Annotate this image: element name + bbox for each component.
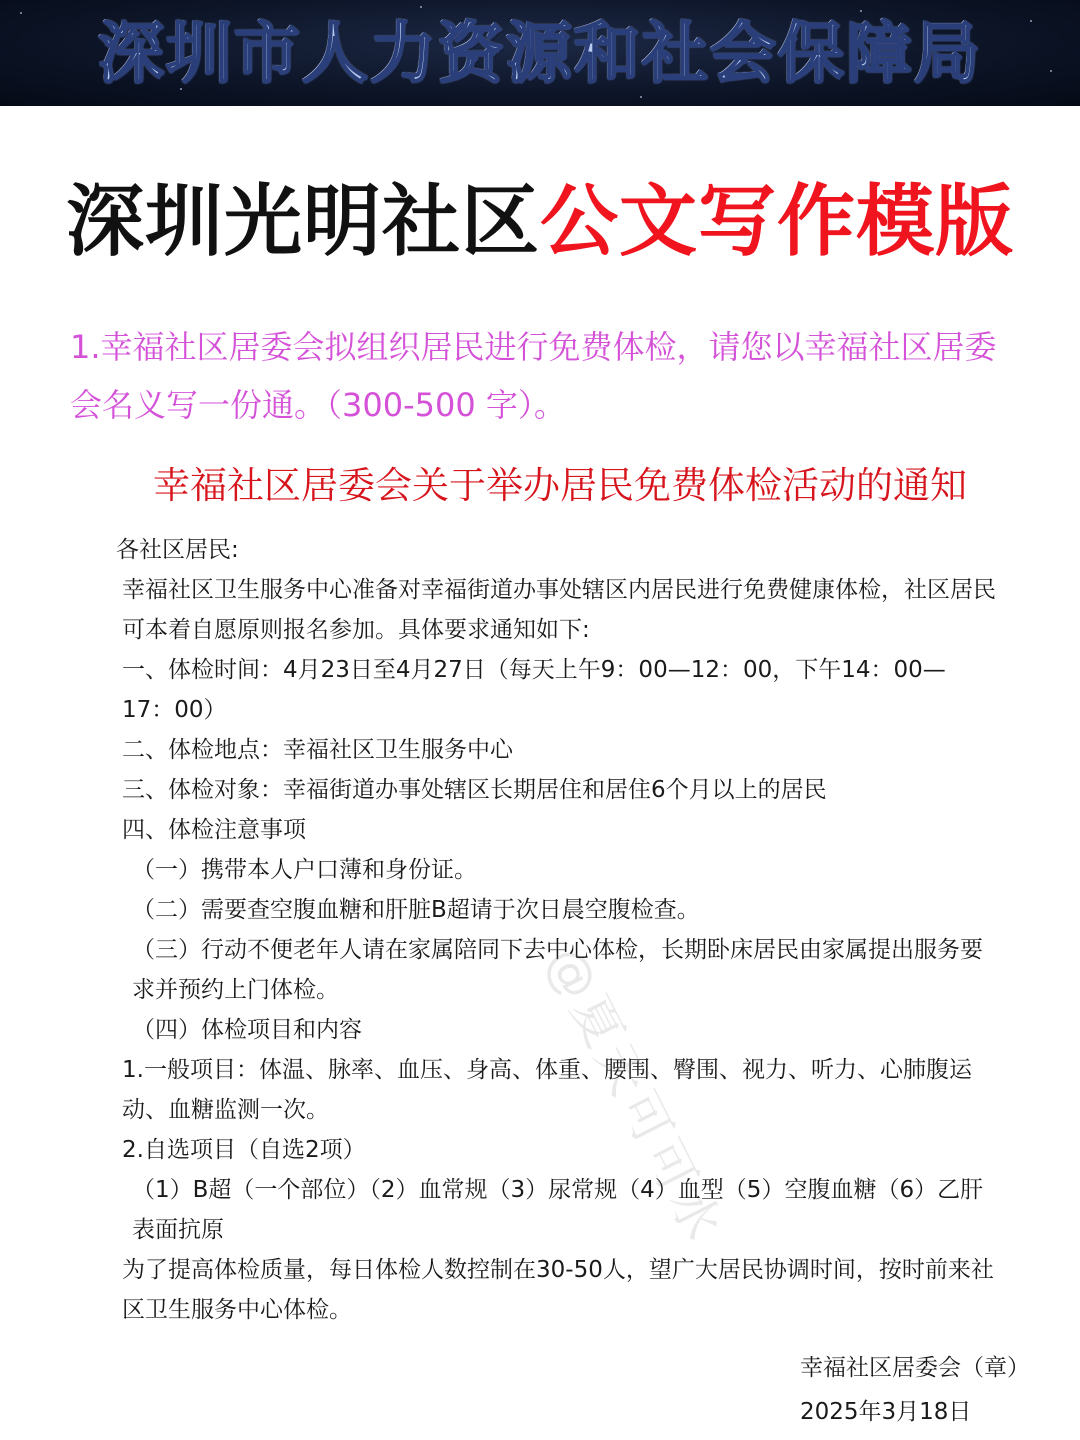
notice-line: 三、体检对象：幸福街道办事处辖区长期居住和居住6个月以上的居民 [122, 777, 827, 803]
notice-line: 幸福社区卫生服务中心准备对幸福街道办事处辖区内居民进行免费健康体检，社区居民可本着自愿原则报名参加。具体要求通知如下: [122, 577, 996, 643]
notice-line: （一）携带本人户口薄和身份证。 [132, 857, 477, 883]
notice-line: （1）B超（一个部位）（2）血常规（3）尿常规（4）血型（5）空腹血糖（6）乙肝表面抗原 [132, 1177, 984, 1243]
page-title [0, 172, 1080, 272]
notice-line: 1.一般项目：体温、脉率、血压、身高、体重、腰围、臀围、视力、听力、心肺腹运动、血糖监测一次。 [122, 1057, 972, 1123]
notice-line: 二、体检地点：幸福社区卫生服务中心 [122, 737, 513, 763]
page-title-part1: 深圳光明社区 [65, 177, 540, 267]
notice-line: （二）需要查空腹血糖和肝脏B超请于次日晨空腹检查。 [132, 897, 700, 923]
question-text: 1.幸福社区居委会拟组织居民进行免费体检，请您以幸福社区居委会名义写一份通。（300-500 字）。 [70, 328, 997, 424]
notice-line: 2.自选项目（自选2项） [122, 1137, 366, 1163]
notice-line: （四）体检项目和内容 [132, 1017, 362, 1043]
banner-title: 深圳市人力资源和社会保障局 [98, 15, 982, 92]
header-banner [0, 0, 1080, 106]
notice-line: 四、体检注意事项 [122, 817, 306, 843]
notice-line: 为了提高体检质量，每日体检人数控制在30-50人，望广大居民协调时间，按时前来社区卫生服务中心体检。 [122, 1257, 994, 1323]
signature-org: 幸福社区居委会（章） [800, 1355, 1030, 1381]
watermark: @夏天可可水 [535, 937, 735, 1253]
signature-date: 2025年3月18日 [800, 1399, 972, 1425]
signature-block [800, 1346, 1070, 1434]
notice-body [116, 530, 996, 1330]
page-title-part2: 公文写作模版 [540, 177, 1015, 267]
notice-line: 一、体检时间：4月23日至4月27日（每天上午9：00—12：00，下午14：00—17：00） [122, 657, 946, 723]
notice-title: 幸福社区居委会关于举办居民免费体检活动的通知 [153, 464, 967, 507]
notice-line: （三）行动不便老年人请在家属陪同下去中心体检，长期卧床居民由家属提出服务要求并预约上门体检。 [132, 937, 983, 1003]
notice-line: 各社区居民: [116, 537, 239, 563]
